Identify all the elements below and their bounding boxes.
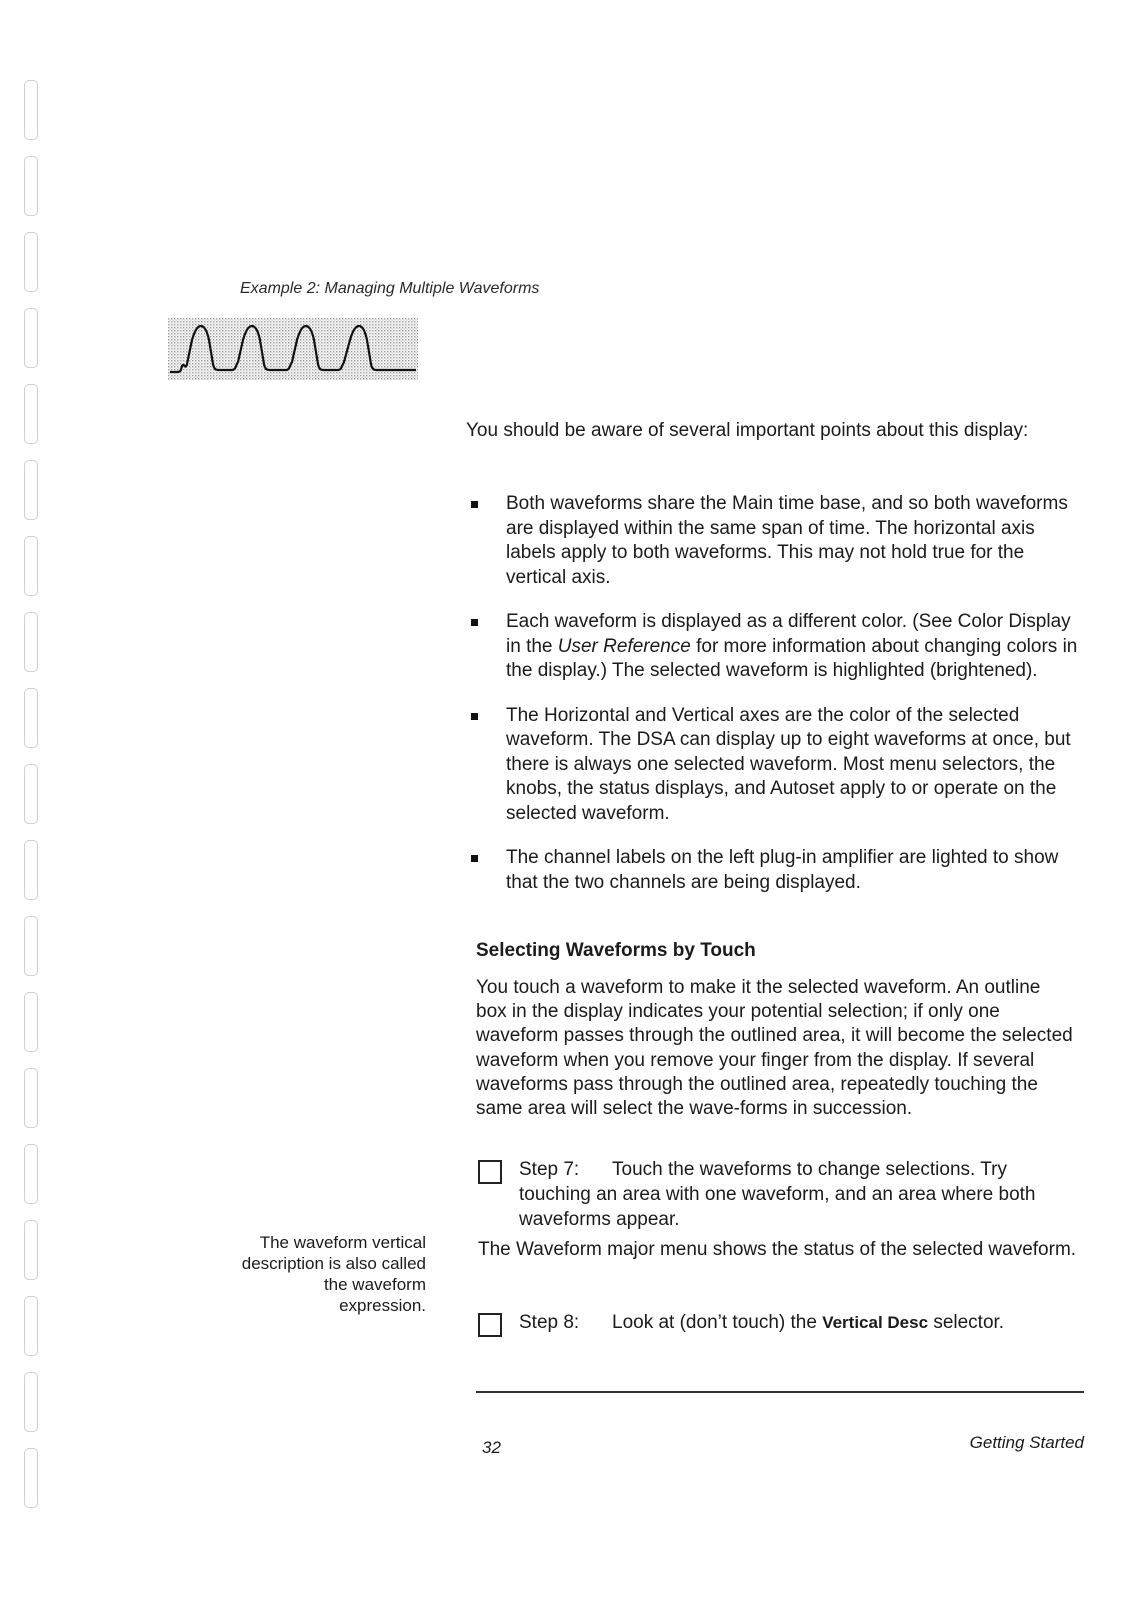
- step-text-before: Look at (don’t touch) the: [612, 1312, 823, 1333]
- binder-hole: [24, 384, 38, 444]
- square-bullet-icon: [471, 855, 478, 862]
- bullet-text: The channel labels on the left plug-in amplifier are lighted to show that the two channels are being displayed.: [506, 847, 1059, 893]
- intro-paragraph: You should be aware of several important points about this display:: [466, 420, 1029, 441]
- step-text-after: selector.: [928, 1312, 1005, 1333]
- bullet-item: [466, 846, 1084, 895]
- vertical-desc-selector-name: Vertical Desc: [822, 1313, 929, 1332]
- step-label: Step 7:: [519, 1159, 580, 1180]
- step-text: Touch the waveforms to change selections. Try touching an area with one waveform, and an area where both waveforms appear.: [519, 1159, 1036, 1230]
- binder-hole: [24, 840, 38, 900]
- binder-hole: [24, 1372, 38, 1432]
- bullet-text: Both waveforms share the Main time base, and so both waveforms are displayed within the same span of time. The horizontal axis labels apply to both waveforms. This may not hold true for the vertical axis.: [506, 493, 1068, 588]
- binder-hole: [24, 1068, 38, 1128]
- section-body: You touch a waveform to make it the selected waveform. An outline box in the display indicates your potential selection; if only one waveform passes through the outlined area, it will become the selected waveform when you remove your finger from the display. If several waveforms pass through the outlined area, repeatedly touching the same area will select the wave-forms in succession.: [476, 977, 1073, 1120]
- bullet-item: [466, 492, 1084, 590]
- waveform-pulses-icon: [168, 318, 418, 380]
- binder-hole: [24, 1296, 38, 1356]
- step-label: Step 8:: [519, 1312, 580, 1333]
- step-text: [612, 1310, 1092, 1335]
- step-checkbox[interactable]: [478, 1313, 502, 1337]
- bullet-item: [466, 704, 1084, 827]
- section-heading: Selecting Waveforms by Touch: [476, 940, 756, 961]
- binder-hole: [24, 764, 38, 824]
- binder-hole: [24, 612, 38, 672]
- binder-holes: [20, 80, 44, 1510]
- step-checkbox[interactable]: [478, 1160, 502, 1184]
- square-bullet-icon: [471, 501, 478, 508]
- waveform-menu-note: The Waveform major menu shows the status of the selected waveform.: [478, 1239, 1077, 1260]
- binder-hole: [24, 992, 38, 1052]
- bullet-text: The Horizontal and Vertical axes are the color of the selected waveform. The DSA can display up to eight waveforms at once, but there is always one selected waveform. Most menu selectors, the knobs, the status displays, and Autoset apply to or operate on the selected waveform.: [506, 704, 1071, 824]
- binder-hole: [24, 80, 38, 140]
- page-number: 32: [482, 1438, 501, 1457]
- binder-hole: [24, 536, 38, 596]
- binder-hole: [24, 232, 38, 292]
- bullet-text-after: for more information about changing colors in the display.) The selected waveform is highlighted (brightened).: [506, 635, 1078, 681]
- binder-hole: [24, 156, 38, 216]
- bullet-text-before: Each waveform is displayed as a different color. (See Color Display in the: [506, 611, 1071, 657]
- binder-hole: [24, 1220, 38, 1280]
- footer-section-title: Getting Started: [969, 1433, 1084, 1452]
- footer-divider: [476, 1391, 1084, 1393]
- binder-hole: [24, 916, 38, 976]
- square-bullet-icon: [471, 619, 478, 626]
- binder-hole: [24, 1448, 38, 1508]
- bullet-list: [466, 492, 1084, 915]
- page-header-title: Example 2: Managing Multiple Waveforms: [240, 280, 540, 297]
- binder-hole: [24, 1144, 38, 1204]
- square-bullet-icon: [471, 713, 478, 720]
- user-reference-title: User Reference: [557, 635, 691, 657]
- binder-hole: [24, 688, 38, 748]
- binder-hole: [24, 460, 38, 520]
- bullet-item: [466, 610, 1084, 684]
- binder-hole: [24, 308, 38, 368]
- margin-note: The waveform vertical description is also called the waveform expression.: [241, 1233, 426, 1315]
